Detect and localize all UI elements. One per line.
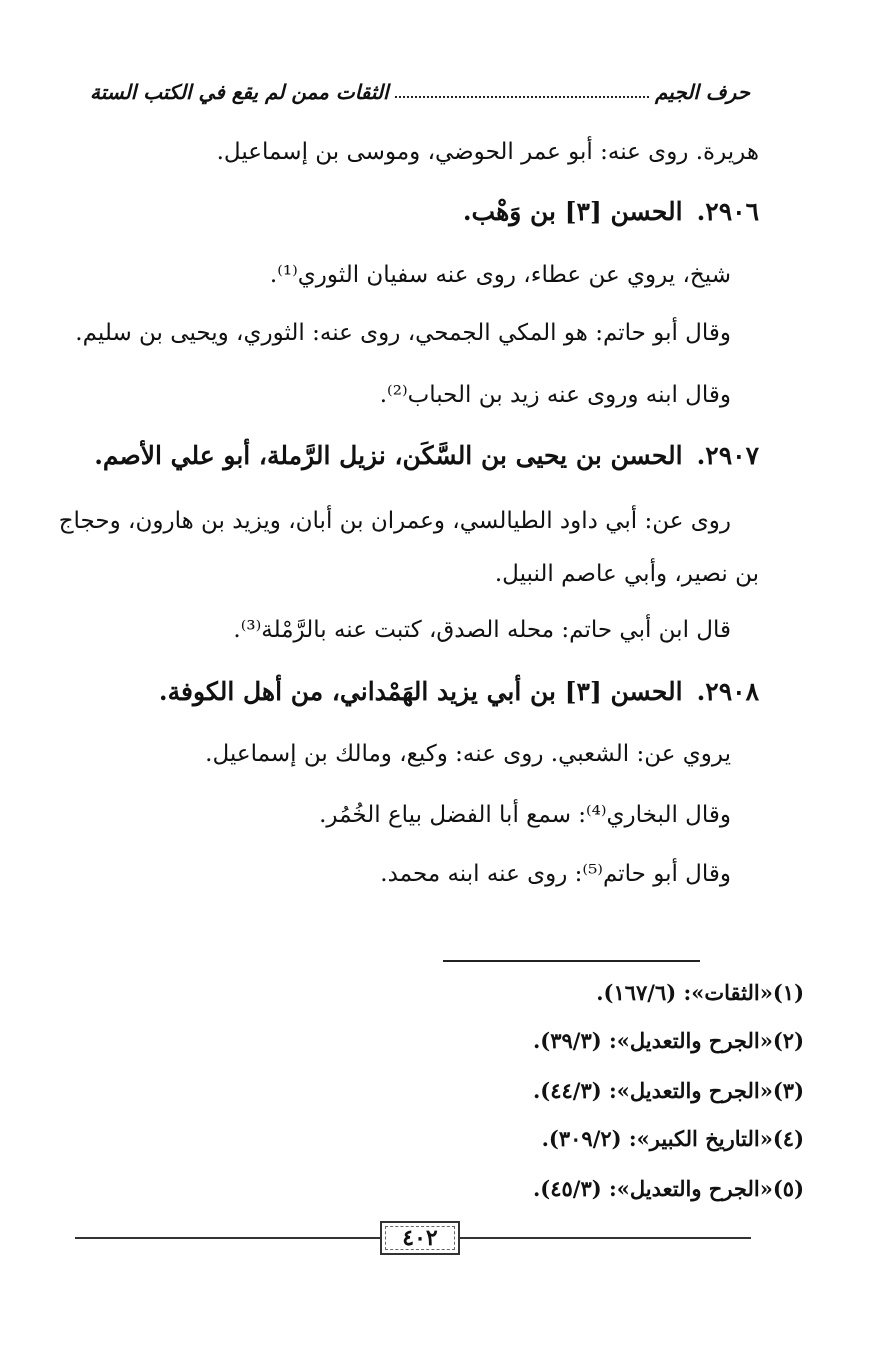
text-line: شيخ، يروي عن عطاء، روى عنه سفيان الثوري⁽¹⁾. [269,262,731,288]
entry-number: ٢٩٠٧. [696,441,759,470]
entry-heading-2906 [82,192,759,232]
page-number-box [380,1221,460,1255]
footnote-1: (١)«الثقات»: (١٦٧/٦). [596,980,804,1005]
entry-heading-2908 [82,672,759,712]
text-line: يروي عن: الشعبي. روى عنه: وكيع، ومالك بن إسماعيل. [205,741,731,767]
entry-name: الحسن [٣] بن أبي يزيد الهَمْداني، من أهل الكوفة. [158,677,683,706]
footnote-5: (٥)«الجرح والتعديل»: (٤٥/٣). [532,1176,804,1201]
text-line: روى عن: أبي داود الطيالسي، وعمران بن أبان، ويزيد بن هارون، وحجاج [58,508,731,534]
header-chapter: حرف الجيم [655,80,750,104]
page-number: ٤٠٢ [402,1225,438,1251]
text-line: وقال ابنه وروى عنه زيد بن الحباب⁽²⁾. [379,382,731,408]
text-line: وقال أبو حاتم⁽⁵⁾: روى عنه ابنه محمد. [380,861,731,887]
entry-number: ٢٩٠٨. [696,677,759,706]
text-line: وقال البخاري⁽⁴⁾: سمع أبا الفضل بياع الخُمُر. [319,802,731,828]
footnote-4: (٤)«التاريخ الكبير»: (٣٠٩/٢). [541,1126,804,1151]
text-line: قال ابن أبي حاتم: محله الصدق، كتبت عنه بالرَّمْلة⁽³⁾. [233,617,731,643]
running-header [90,74,750,110]
header-book-title: الثقات ممن لم يقع في الكتب الستة [90,80,389,104]
entry-name: الحسن [٣] بن وَهْب. [462,197,683,226]
footnote-2: (٢)«الجرح والتعديل»: (٣٩/٣). [532,1028,804,1053]
entry-name: الحسن بن يحيى بن السَّكَن، نزيل الرَّملة، أبو علي الأصم. [94,441,683,470]
footnote-separator [443,960,700,962]
entry-number: ٢٩٠٦. [696,197,759,226]
text-line: هريرة. روى عنه: أبو عمر الحوضي، وموسى بن إسماعيل. [216,139,759,165]
text-line: وقال أبو حاتم: هو المكي الجمحي، روى عنه: الثوري، ويحيى بن سليم. [75,320,731,346]
entry-heading-2907 [82,436,759,476]
header-dots [395,86,649,98]
text-line: بن نصير، وأبي عاصم النبيل. [494,561,759,587]
footnote-3: (٣)«الجرح والتعديل»: (٤٤/٣). [532,1078,804,1103]
